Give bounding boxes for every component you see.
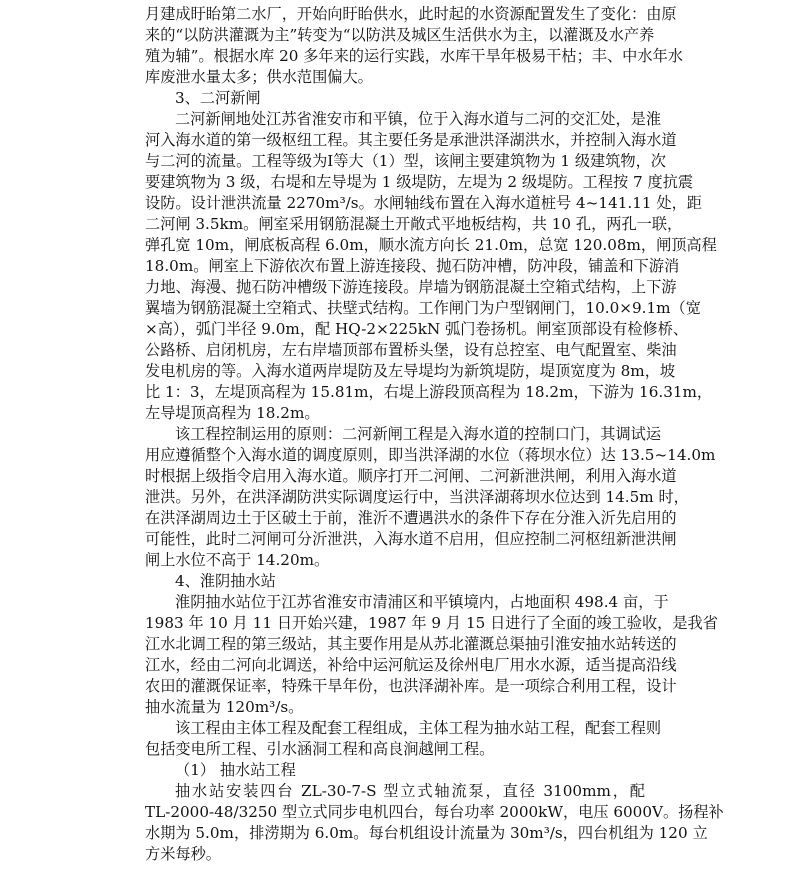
text-line: 河入海水道的第一级枢纽工程。其主要任务是承泄洪泽湖洪水，并控制入海水道: [145, 131, 677, 149]
text-line: 左导堤顶高程为 18.2m。: [145, 404, 320, 422]
text-line: 翼墙为钢筋混凝土空箱式、扶壁式结构。工作闸门为户型钢闸门，10.0×9.1m（宽: [145, 299, 701, 317]
text-line: 该工程由主体工程及配套工程组成，主体工程为抽水站工程，配套工程则: [175, 719, 661, 737]
text-line: 江水北调工程的第三级站，其主要作用是从苏北灌溉总渠抽引淮安抽水站转送的: [145, 635, 677, 653]
text-line: 泄洪。另外，在洪泽湖防洪实际调度运行中，当洪泽湖蒋坝水位达到 14.5m 时，: [145, 488, 689, 506]
text-line: 抽水站安装四台 ZL-30-7-S 型立式轴流泵，直径 3100mm，配: [175, 782, 645, 800]
text-line: 闸上水位不高于 14.20m。: [145, 551, 330, 569]
text-line: 比 1：3，左堤顶高程为 15.81m，右堤上游段顶高程为 18.2m，下游为 16.31m，: [145, 383, 713, 401]
text-line: 时根据上级指令启用入海水道。顺序打开二河闸、二河新泄洪闸，利用入海水道: [145, 467, 677, 485]
text-line: 要建筑物为 3 级，右堤和左导堤为 1 级堤防，左堤为 2 级堤防。工程按 7 度抗震: [145, 173, 694, 191]
text-line: 方米每秒。: [145, 845, 221, 863]
text-line: 18.0m。闸室上下游依次布置上游连接段、抛石防冲槽，防冲段，铺盖和下游消: [145, 257, 680, 275]
text-line: 殖为辅”。根据水库 20 多年来的运行实践，水库干旱年极易干枯；丰、中水年水: [145, 47, 683, 65]
section-heading: 3、二河新闸: [175, 89, 261, 107]
text-line: 可能性，此时二河闸可分沂泄洪，入海水道不启用，但应控制二河枢纽新泄洪闸: [145, 530, 677, 548]
text-line: 农田的灌溉保证率，特殊干旱年份，也洪泽湖补库。是一项综合利用工程，设计: [145, 677, 677, 695]
text-line: 发电机房的等。入海水道两岸堤防及左导堤均为新筑堤防，堤顶宽度为 8m，坡: [145, 362, 676, 380]
text-line: TL-2000-48/3250 型立式同步电机四台，每台功率 2000kW，电压 6000V。扬程补: [145, 803, 724, 821]
text-line: 公路桥、启闭机房，左右岸墙顶部布置桥头堡，设有总控室、电气配置室、柴油: [145, 341, 677, 359]
text-line: 月建成盱眙第二水厂，开始向盱眙供水，此时起的水资源配置发生了变化：由原: [145, 5, 677, 23]
text-line: 该工程控制运用的原则：二河新闸工程是入海水道的控制口门，其调试运: [175, 425, 661, 443]
text-line: 力地、海漫、抛石防冲槽级下游连接段。岸墙为钢筋混凝土空箱式结构，上下游: [145, 278, 677, 296]
text-line: 江水，经由二河向北调送，补给中运河航运及徐州电厂用水水源，适当提高沿线: [145, 656, 677, 674]
text-line: 与二河的流量。工程等级为Ⅰ等大（1）型，该闸主要建筑物为 1 级建筑物，次: [145, 152, 666, 170]
section-heading: （1） 抽水站工程: [175, 761, 296, 779]
text-line: 包括变电所工程、引水涵洞工程和高良涧越闸工程。: [145, 740, 495, 758]
text-line: 二河新闸地处江苏省淮安市和平镇，位于入海水道与二河的交汇处，是淮: [175, 110, 661, 128]
text-line: 二河闸 3.5km。闸室采用钢筋混凝土开敞式平地板结构，共 10 孔，两孔一联，: [145, 215, 683, 233]
text-line: 库废泄水量太多；供水范围偏大。: [145, 68, 373, 86]
text-line: 淮阴抽水站位于江苏省淮安市清浦区和平镇境内，占地面积 498.4 亩，于: [175, 593, 669, 611]
text-line: ×高），弧门半径 9.0m，配 HQ-2×225kN 弧门卷扬机。闸室顶部设有检修桥、: [145, 320, 689, 338]
section-heading: 4、淮阴抽水站: [175, 572, 276, 590]
text-line: 1983 年 10 月 11 日开始兴建，1987 年 9 月 15 日进行了全面的竣工验收，是我省: [145, 614, 718, 632]
text-line: 设防。设计泄洪流量 2270m³/s。水闸轴线布置在入海水道桩号 4~141.11 处，距: [145, 194, 702, 212]
text-line: 在洪泽湖周边土于区破土于前，淮沂不遭遇洪水的条件下存在分淮入沂先启用的: [145, 509, 677, 527]
text-line: 用应遵循整个入海水道的调度原则，即当洪泽湖的水位（蒋坝水位）达 13.5~14.0m: [145, 446, 716, 464]
text-line: 抽水流量为 120m³/s。: [145, 698, 304, 716]
text-line: 水期为 5.0m，排涝期为 6.0m。每台机组设计流量为 30m³/s，四台机组为 120 立: [145, 824, 708, 842]
text-line: 来的“以防洪灌溉为主”转变为“以防洪及城区生活供水为主，以灌溉及水产养: [145, 26, 655, 44]
text-line: 弹孔宽 10m，闸底板高程 6.0m，顺水流方向长 21.0m，总宽 120.08m，闸顶高程: [145, 236, 717, 254]
